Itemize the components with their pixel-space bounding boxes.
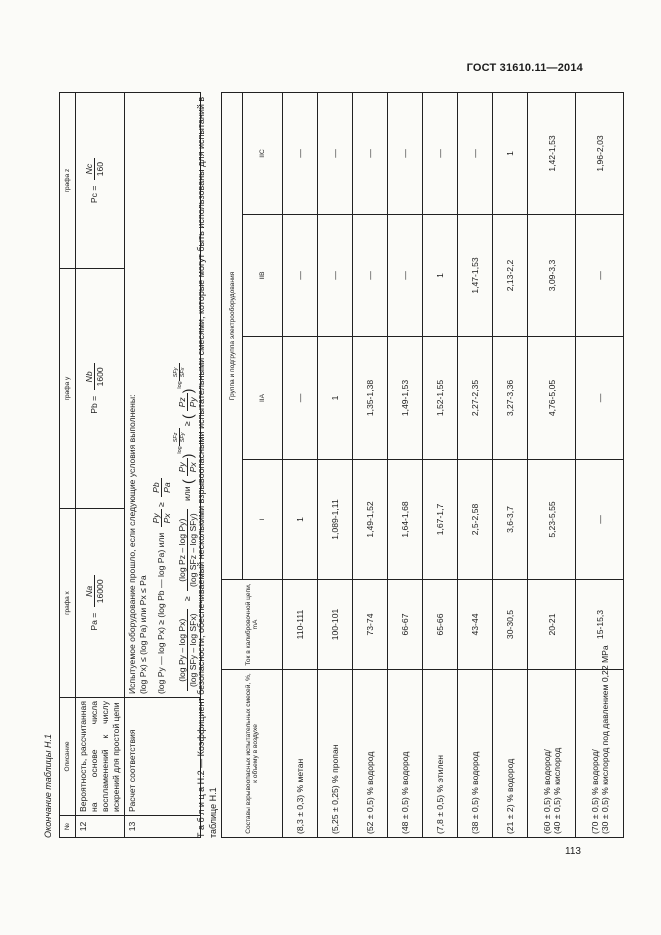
col-header-g2b: IIB: [243, 215, 283, 337]
paren-open-1: (: [179, 479, 196, 484]
table-h1-row-12: [76, 93, 125, 838]
current-cell: 65-66: [423, 580, 458, 670]
pc-num: Nc: [84, 158, 95, 180]
mixture-cell: (5,25 ± 0,25) % пропан: [318, 670, 353, 838]
mixture-cell: (21 ± 2) % водород: [493, 670, 528, 838]
g2b-cell: —: [388, 215, 423, 337]
ratio-py-px-num: Py: [151, 509, 162, 527]
py-px-den: Px: [188, 462, 198, 473]
ratio-pb-pa-den: Pa: [162, 482, 172, 493]
ge-sign: ≥: [155, 502, 166, 507]
row13-conditions: [125, 93, 201, 698]
pz-py-num: Pz: [177, 393, 188, 411]
mixture-line-2: (40 ± 0,5) % кислород: [551, 747, 562, 834]
g2a-cell: 3,27-3,36: [493, 337, 528, 460]
col-header-g2c: IIC: [243, 92, 283, 214]
ratio-py-px: [151, 509, 172, 527]
exponent-2-num: SFy: [173, 364, 180, 382]
mixture-cell: [528, 670, 576, 838]
col-header-group: Группа и подгруппа электрооборудования: [222, 92, 243, 579]
table-row: [423, 92, 458, 837]
mixture-line-2: (30 ± 0,5) % кислород под давлением 0,22 MPa: [599, 645, 610, 834]
condition-2-text: (log Py — log Px) ≥ (log Pb — log Pa) или: [155, 532, 166, 694]
ge-sign-2: ≥: [181, 596, 192, 602]
row13-num: 13: [125, 816, 201, 838]
exponent-1-prefix: log: [176, 446, 183, 454]
pc-den: 160: [95, 161, 105, 177]
g2c-cell: —: [283, 92, 318, 214]
g2a-cell: 2,27-2,35: [458, 337, 493, 460]
mixture-cell: (48 ± 0,5) % водород: [388, 670, 423, 838]
g2b-cell: —: [283, 215, 318, 337]
log-fraction-2-num: (log Pz – log Py): [177, 509, 188, 591]
table-row: [318, 92, 353, 837]
g1-cell: 1,089-1,11: [318, 460, 353, 580]
table-row: [576, 92, 624, 837]
row12-description: Вероятность, рассчитанная на основе числа воспламенений к числу искрений для простой цепи: [76, 698, 125, 816]
pb-num: Nb: [84, 363, 95, 390]
current-cell: 110-111: [283, 580, 318, 670]
ratio-pb-pa: [151, 478, 172, 497]
g2c-cell: —: [458, 92, 493, 214]
conditions-intro: Испытуемое оборудование прошло, если следующие условия выполнены:: [127, 394, 137, 694]
exponent-2-den: SFx: [180, 367, 186, 378]
current-cell: 100-101: [318, 580, 353, 670]
g2a-cell: 4,76-5,05: [528, 337, 576, 460]
g2b-cell: 3,09-3,3: [528, 215, 576, 337]
g1-cell: 2,5-2,58: [458, 460, 493, 580]
g1-cell: 3,6-3,7: [493, 460, 528, 580]
paren-close-1: ): [179, 453, 196, 459]
col-header-g1: I: [243, 460, 283, 580]
g1-cell: 1: [283, 460, 318, 580]
g2a-cell: —: [576, 337, 624, 460]
table-row: [493, 92, 528, 837]
current-cell: 43-44: [458, 580, 493, 670]
table-h1: [59, 92, 201, 838]
pz-py-den: Py: [188, 397, 198, 408]
table-row: [388, 92, 423, 837]
current-cell: 66-67: [388, 580, 423, 670]
g2b-cell: —: [318, 215, 353, 337]
mixture-cell: (8,3 ± 0,3) % метан: [283, 670, 318, 838]
rotated-content: [43, 93, 610, 838]
g2c-cell: 1,42-1,53: [528, 92, 576, 214]
log-fraction-1-num: (log Py – log Px): [177, 609, 188, 691]
table-row: [283, 92, 318, 837]
formula-pc: [76, 93, 125, 269]
pa-den: 16000: [95, 579, 105, 604]
g2a-cell: 1,49-1,53: [388, 337, 423, 460]
g2b-cell: 1: [423, 215, 458, 337]
col-header-x: графа x: [60, 509, 76, 698]
col-header-current: Ток в калибровочной цепи, mA: [222, 580, 283, 670]
ratio-pb-pa-num: Pb: [151, 478, 162, 497]
pa-lhs: Pa =: [88, 612, 99, 631]
exponent-1-den: SFy: [180, 432, 186, 443]
exponent-2-prefix: log: [176, 381, 183, 389]
table-row: [528, 92, 576, 837]
row13-description: Расчет соответствия: [125, 698, 201, 816]
mixture-line-1: (70 ± 0,5) % водород/: [589, 749, 600, 834]
table-h2-header-row-1: [222, 92, 243, 837]
current-cell: 73-74: [353, 580, 388, 670]
ge-sign-3: ≥: [181, 421, 192, 427]
table-h2: [221, 92, 624, 838]
py-px-num: Py: [177, 458, 188, 476]
current-cell: 20-21: [528, 580, 576, 670]
table-h1-continuation-title: Окончание таблицы Н.1: [43, 734, 53, 838]
g2c-cell: 1,96-2,03: [576, 92, 624, 214]
g2b-cell: 2,13-2,2: [493, 215, 528, 337]
g2c-cell: —: [353, 92, 388, 214]
g1-cell: 5,23-5,55: [528, 460, 576, 580]
log-fraction-1-den: (log SFy – log SFx): [188, 613, 198, 687]
exponent-2: [173, 364, 186, 389]
pb-den: 1600: [95, 367, 105, 387]
table-row: [353, 92, 388, 837]
pb-fraction: [84, 363, 105, 390]
table-h1-row-13: [125, 93, 201, 838]
g2a-cell: 1,35-1,38: [353, 337, 388, 460]
g2a-cell: —: [283, 337, 318, 460]
pa-num: Na: [84, 575, 95, 607]
condition-1: (log Px) ≤ (log Pa) или Px ≤ Pa: [138, 575, 148, 694]
g1-cell: —: [576, 460, 624, 580]
exponent-1-num: SFz: [173, 429, 180, 447]
mixture-cell: (38 ± 0,5) % водород: [458, 670, 493, 838]
g2c-cell: —: [423, 92, 458, 214]
col-header-num: №: [60, 816, 76, 838]
log-fraction-2-den: (log SFz – log SFy): [188, 513, 198, 587]
table-row: [458, 92, 493, 837]
g1-cell: 1,49-1,52: [353, 460, 388, 580]
g1-cell: 1,64-1,68: [388, 460, 423, 580]
table-h2-title: Т а б л и ц а Н.2 — Коэффициент безопасности, обеспечиваемый несколькими взрывоопасными испытательными смесями, которые могут быть использованы для испытаний в таблице Н.1: [196, 96, 218, 838]
row12-num: 12: [76, 816, 125, 838]
pc-fraction: [84, 158, 105, 180]
pa-fraction: [84, 575, 105, 607]
current-cell: 15-15,3: [576, 580, 624, 670]
ratio-py-px-den: Px: [162, 513, 172, 524]
condition-2: [151, 96, 172, 694]
mixture-cell: (7,8 ± 0,5) % этилен: [423, 670, 458, 838]
g2a-cell: 1: [318, 337, 353, 460]
table-h1-header-row: [60, 93, 76, 838]
formula-pb: [76, 269, 125, 509]
pb-lhs: Pb =: [88, 395, 99, 414]
g2b-cell: 1,47-1,53: [458, 215, 493, 337]
col-header-g2a: IIA: [243, 337, 283, 460]
g1-cell: 1,67-1,7: [423, 460, 458, 580]
current-cell: 30-30,5: [493, 580, 528, 670]
g2c-cell: —: [388, 92, 423, 214]
document-code: ГОСТ 31610.11—2014: [466, 62, 583, 74]
col-header-z: графа z: [60, 93, 76, 269]
mixture-cell: [576, 645, 624, 838]
g2c-cell: 1: [493, 92, 528, 214]
g2b-cell: —: [576, 215, 624, 337]
col-header-description: Описание: [60, 698, 76, 816]
paren-close-2: ): [179, 388, 196, 394]
or-word: или: [181, 486, 192, 502]
formula-pa: [76, 509, 125, 698]
page-number: 113: [565, 846, 581, 857]
exponent-1: [173, 429, 186, 454]
mixture-line-1: (60 ± 0,5) % водород/: [541, 749, 552, 834]
pc-lhs: Pc =: [88, 185, 99, 204]
g2b-cell: —: [353, 215, 388, 337]
g2a-cell: 1,52-1,55: [423, 337, 458, 460]
mixture-cell: (52 ± 0,5) % водород: [353, 670, 388, 838]
g2c-cell: —: [318, 92, 353, 214]
col-header-mixture: Составы взрывоопасных испытательных смесей, %, к объему в воздухе: [222, 670, 283, 838]
col-header-y: графа y: [60, 269, 76, 509]
paren-open-2: (: [179, 414, 196, 419]
